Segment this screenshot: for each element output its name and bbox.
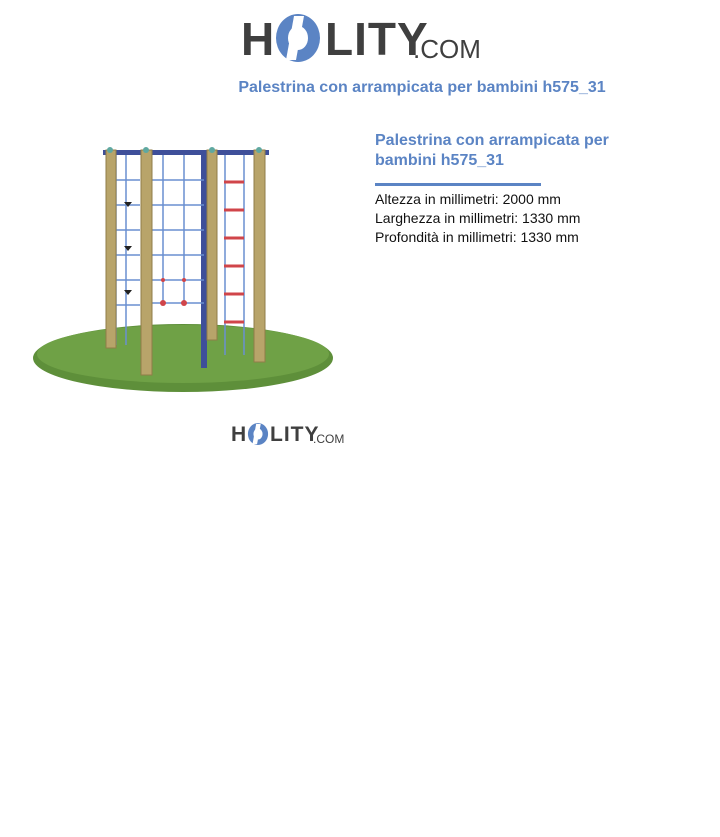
logo-o-icon — [274, 12, 322, 64]
logo-small-domain-suffix: .COM — [313, 432, 345, 446]
spec-height: Altezza in millimetri: 2000 mm — [375, 191, 561, 207]
logo-letter-h: H — [241, 13, 276, 65]
title-divider — [375, 183, 541, 186]
logo-letters-lity: LITY — [325, 13, 429, 65]
logo-small-letters-lity: LITY — [270, 423, 320, 446]
spec-depth: Profondità in millimetri: 1330 mm — [375, 229, 579, 245]
logo-small-letter-h: H — [231, 423, 248, 446]
product-info — [375, 131, 635, 247]
product-title: Palestrina con arrampicata per bambini h575_31 — [375, 132, 609, 169]
product-image — [0, 120, 360, 410]
logo-small-o-icon — [247, 422, 269, 446]
spec-width: Larghezza in millimetri: 1330 mm — [375, 210, 581, 226]
page-subtitle: Palestrina con arrampicata per bambini h575_31 — [238, 79, 606, 96]
logo-domain-suffix: .COM — [413, 34, 481, 64]
